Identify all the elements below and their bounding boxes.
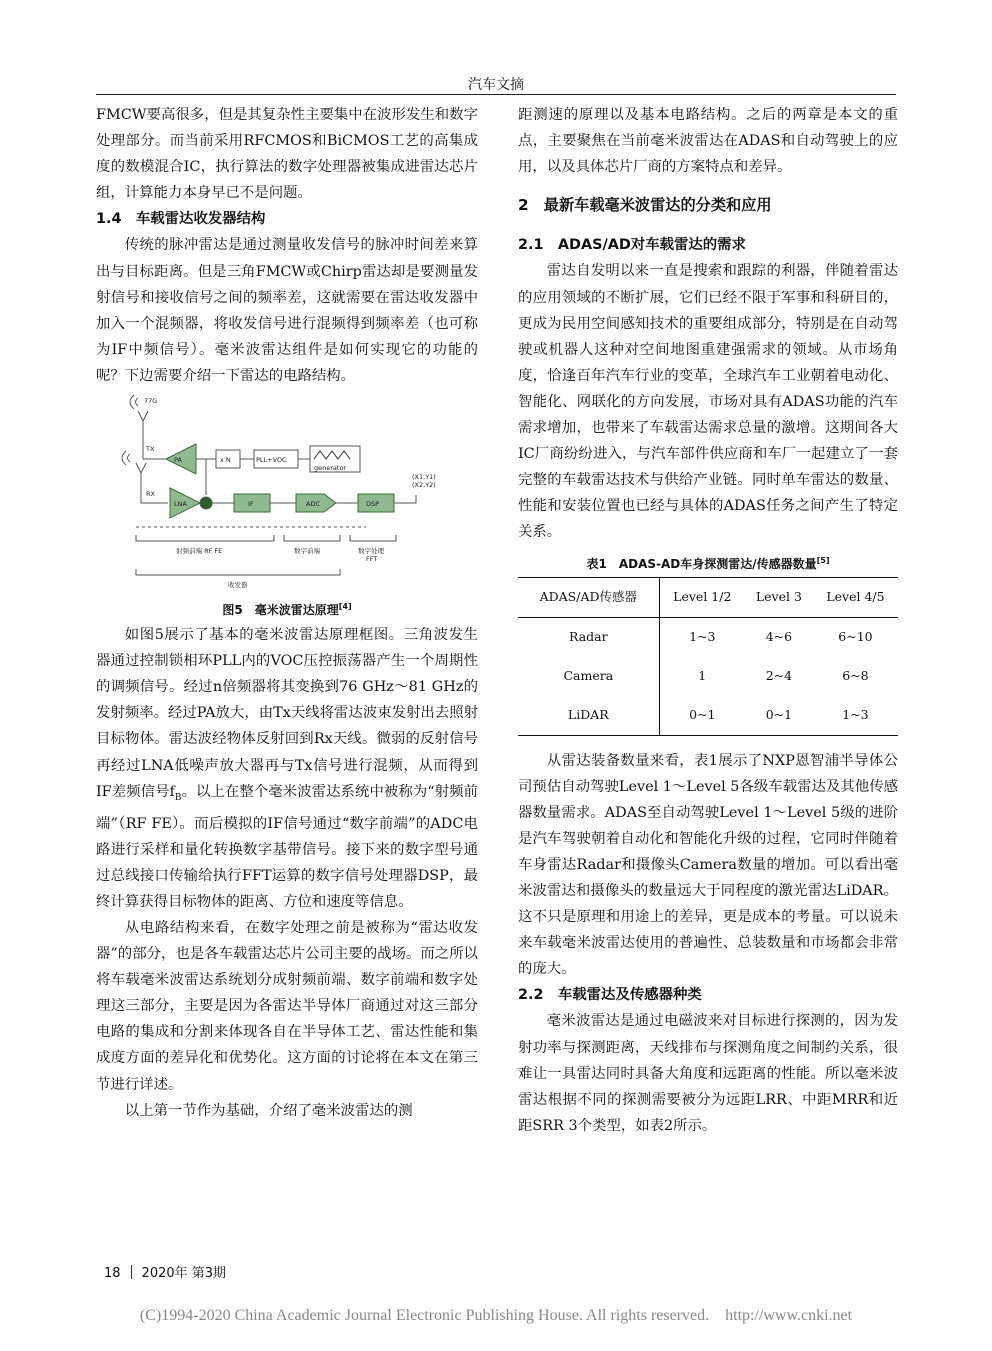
paragraph: [96, 622, 478, 915]
radar-diagram-svg: [96, 395, 478, 597]
right-column: [518, 102, 898, 1139]
table-cell: 6~10: [838, 628, 873, 644]
table-cell: 1~3: [689, 628, 716, 644]
if-label: IF: [248, 500, 254, 509]
dp-label: 数字处理: [358, 547, 384, 556]
paragraph: 毫米波雷达是通过电磁波来对目标进行探测的，因为发射功率与探测距离，天线排布与探测角度之间制约关系，很难让一具雷达同时具备大角度和远距离的性能。所以毫米波雷达根据不同的探测需要被分为远距LRR、中距MRR和近距SRR 3个类型，如表2所示。: [518, 1013, 898, 1134]
figure-caption-text: 图5 毫米波雷达原理: [222, 603, 339, 618]
footer-divider: [131, 1265, 132, 1279]
paragraph: 以上第一节作为基础，介绍了毫米波雷达的测: [124, 1102, 413, 1119]
figure-caption: [96, 597, 478, 620]
generator-label: generator: [314, 464, 347, 473]
section-heading-2: 2 最新车载毫米波雷达的分类和应用: [518, 196, 772, 215]
adc-label: ADC: [306, 500, 320, 509]
table-caption: [518, 550, 898, 575]
fft-label: FFT: [366, 555, 378, 564]
pa-label: PA: [174, 456, 182, 465]
table-cell: 2~4: [765, 667, 793, 683]
mixer: [200, 497, 212, 509]
ant-label: 77G: [144, 397, 158, 406]
paragraph: 从电路结构来看，在数字处理之前是被称为“雷达收发器”的部分，也是各车载雷达芯片公司主要的战场。而之所以将车载毫米波雷达系统划分成射频前端、数字前端和数字处理这三部分，主要是因为各雷达半导体厂商通过对这三部分电路的集成和分割来体现各自在半导体工艺、雷达性能和集成度方面的差异化和优势化。这方面的讨论将在本文在第三节进行详述。: [96, 919, 478, 1093]
table-cell: Camera: [518, 657, 659, 696]
table-cell: Radar: [518, 617, 659, 657]
rffe-label: 射频前端 RF FE: [176, 547, 223, 556]
section-heading-1-4: 1.4 车载雷达收发器结构: [96, 211, 266, 228]
table-cell: LiDAR: [518, 696, 659, 736]
signal-wave-icon: [122, 451, 130, 465]
header-rule: [96, 94, 896, 95]
table-cell: 1: [698, 667, 707, 683]
transceiver-label: 收发器: [228, 581, 248, 590]
table-cell: 4~6: [765, 628, 793, 644]
table-row: [518, 617, 898, 657]
xn-label: x N: [220, 456, 231, 465]
output-label: (X1,Y1): [412, 473, 436, 482]
page-number: 18: [104, 1266, 121, 1281]
p2-subscript: B: [174, 792, 182, 803]
running-header: 汽车文摘: [468, 77, 524, 93]
paragraph: 距测速的原理以及基本电路结构。之后的两章是本文的重点，主要聚焦在当前毫米波雷达在ADAS和自动驾驶上的应用，以及具体芯片厂商的方案特点和差异。: [518, 107, 898, 176]
radar-block-diagram: [96, 395, 478, 597]
sensor-count-table: [518, 577, 898, 736]
table-cell: 1~3: [842, 706, 869, 722]
table-header: Level 4/5: [826, 588, 885, 604]
paragraph: FMCW要高很多，但是其复杂性主要集中在波形发生和数字处理部分。而当前采用RFCMOS和BiCMOS工艺的高集成度的数模混合IC，执行算法的数字处理器被集成进雷达芯片组，计算能力本身早已不是问题。: [96, 107, 478, 202]
dfe-label: 数字前端: [294, 547, 320, 556]
left-column: [96, 102, 478, 1124]
table-row: [518, 696, 898, 736]
copyright-notice: (C)1994-2020 China Academic Journal Electronic Publishing House. All rights reserved. http://www.cnki.net: [139, 1307, 853, 1324]
p2-text-b: 。以上在整个毫米波雷达系统中被称为“射频前端”（RF FE）。而后模拟的IF信号通过“数字前端”的ADC电路进行采样和量化转换数字基带信号。接下来的数字型号通过总线接口传输给执行FFT运算的数字信号处理器DSP，最终计算获得目标物体的距离、方位和速度等信息。: [96, 783, 478, 910]
lna-label: LNA: [174, 500, 187, 509]
signal-wave-icon: [130, 395, 138, 409]
table-header: ADAS/AD传感器: [518, 577, 659, 617]
page-footer: [104, 1262, 226, 1281]
pll-label: PLL+VOC: [256, 456, 287, 465]
table-caption-text: 表1 ADAS-AD车身探测雷达/传感器数量: [586, 556, 817, 571]
table-row: [518, 657, 898, 696]
table-ref: [5]: [816, 555, 830, 565]
table-header: Level 1/2: [673, 588, 732, 604]
table-cell: 6~8: [842, 667, 869, 683]
rx-label: RX: [146, 490, 155, 499]
table-header-row: [518, 577, 898, 617]
figure-ref: [4]: [338, 602, 352, 612]
paragraph: 传统的脉冲雷达是通过测量收发信号的脉冲时间差来算出与目标距离。但是三角FMCW或Chirp雷达却是要测量发射信号和接收信号之间的频率差，这就需要在雷达收发器中加入一个混频器，将收发信号进行混频得到频率差（也可称为IF中频信号）。毫米波雷达组件是如何实现它的功能的呢？下边需要介绍一下雷达的电路结构。: [96, 237, 478, 384]
paragraph: 从雷达装备数量来看，表1展示了NXP恩智浦半导体公司预估自动驾驶Level 1～Level 5各级车载雷达及其他传感器数量需求。ADAS至自动驾驶Level 1～Level 5级的进阶是汽车驾驶朝着自动化和智能化升级的过程，它同时伴随着车身雷达Radar和摄像头Camera数量的增加。可以看出毫米波雷达和摄像头的数量远大于同程度的激光雷达LiDAR。这不只是原理和用途上的差异，更是成本的考量。可以说未来车载毫米波雷达使用的普遍性、总装数量和市场都会非常的庞大。: [518, 752, 898, 978]
table-cell: 0~1: [765, 706, 793, 722]
issue-label: 2020年 第3期: [141, 1266, 227, 1281]
section-heading-2-2: 2.2 车载雷达及传感器种类: [518, 987, 702, 1004]
p2-text-a: 如图5展示了基本的毫米波雷达原理框图。三角波发生器通过控制锁相环PLL内的VOC压控振荡器产生一个周期性的调频信号。经过n倍频器将其变换到76 GHz～81 GHz的发射频率。经过PA放大，由Tx天线将雷达波束发射出去照射目标物体。雷达波经物体反射回到Rx天线。微弱的反射信号再经过LNA低噪声放大器再与Tx信号进行混频，从而得到IF差频信号f: [96, 627, 478, 800]
table-header: Level 3: [755, 588, 802, 604]
paragraph: 雷达自发明以来一直是搜索和跟踪的利器，伴随着雷达的应用领域的不断扩展，它们已经不限于军事和科研目的，更成为民用空间感知技术的重要组成部分，特别是在自动驾驶或机器人这种对空间地图重建强需求的领域。从市场角度，恰逢百年汽车行业的变革，全球汽车工业朝着电动化、智能化、网联化的方向发展，市场对具有ADAS功能的汽车需求增加，也带来了车载雷达需求总量的激增。这期间各大IC厂商纷纷进入，与汽车部件供应商和车厂一起建立了一套完整的车载雷达技术与供给产业链。同时单车雷达的数量、性能和安装位置也已经与具体的ADAS任务之间产生了特定关系。: [518, 263, 898, 541]
section-heading-2-1: 2.1 ADAS/AD对车载雷达的需求: [518, 237, 746, 254]
dsp-label: DSP: [366, 500, 380, 509]
output-label: (X2,Y2): [412, 481, 436, 490]
tx-label: TX: [146, 445, 155, 454]
table-cell: 0~1: [689, 706, 716, 722]
